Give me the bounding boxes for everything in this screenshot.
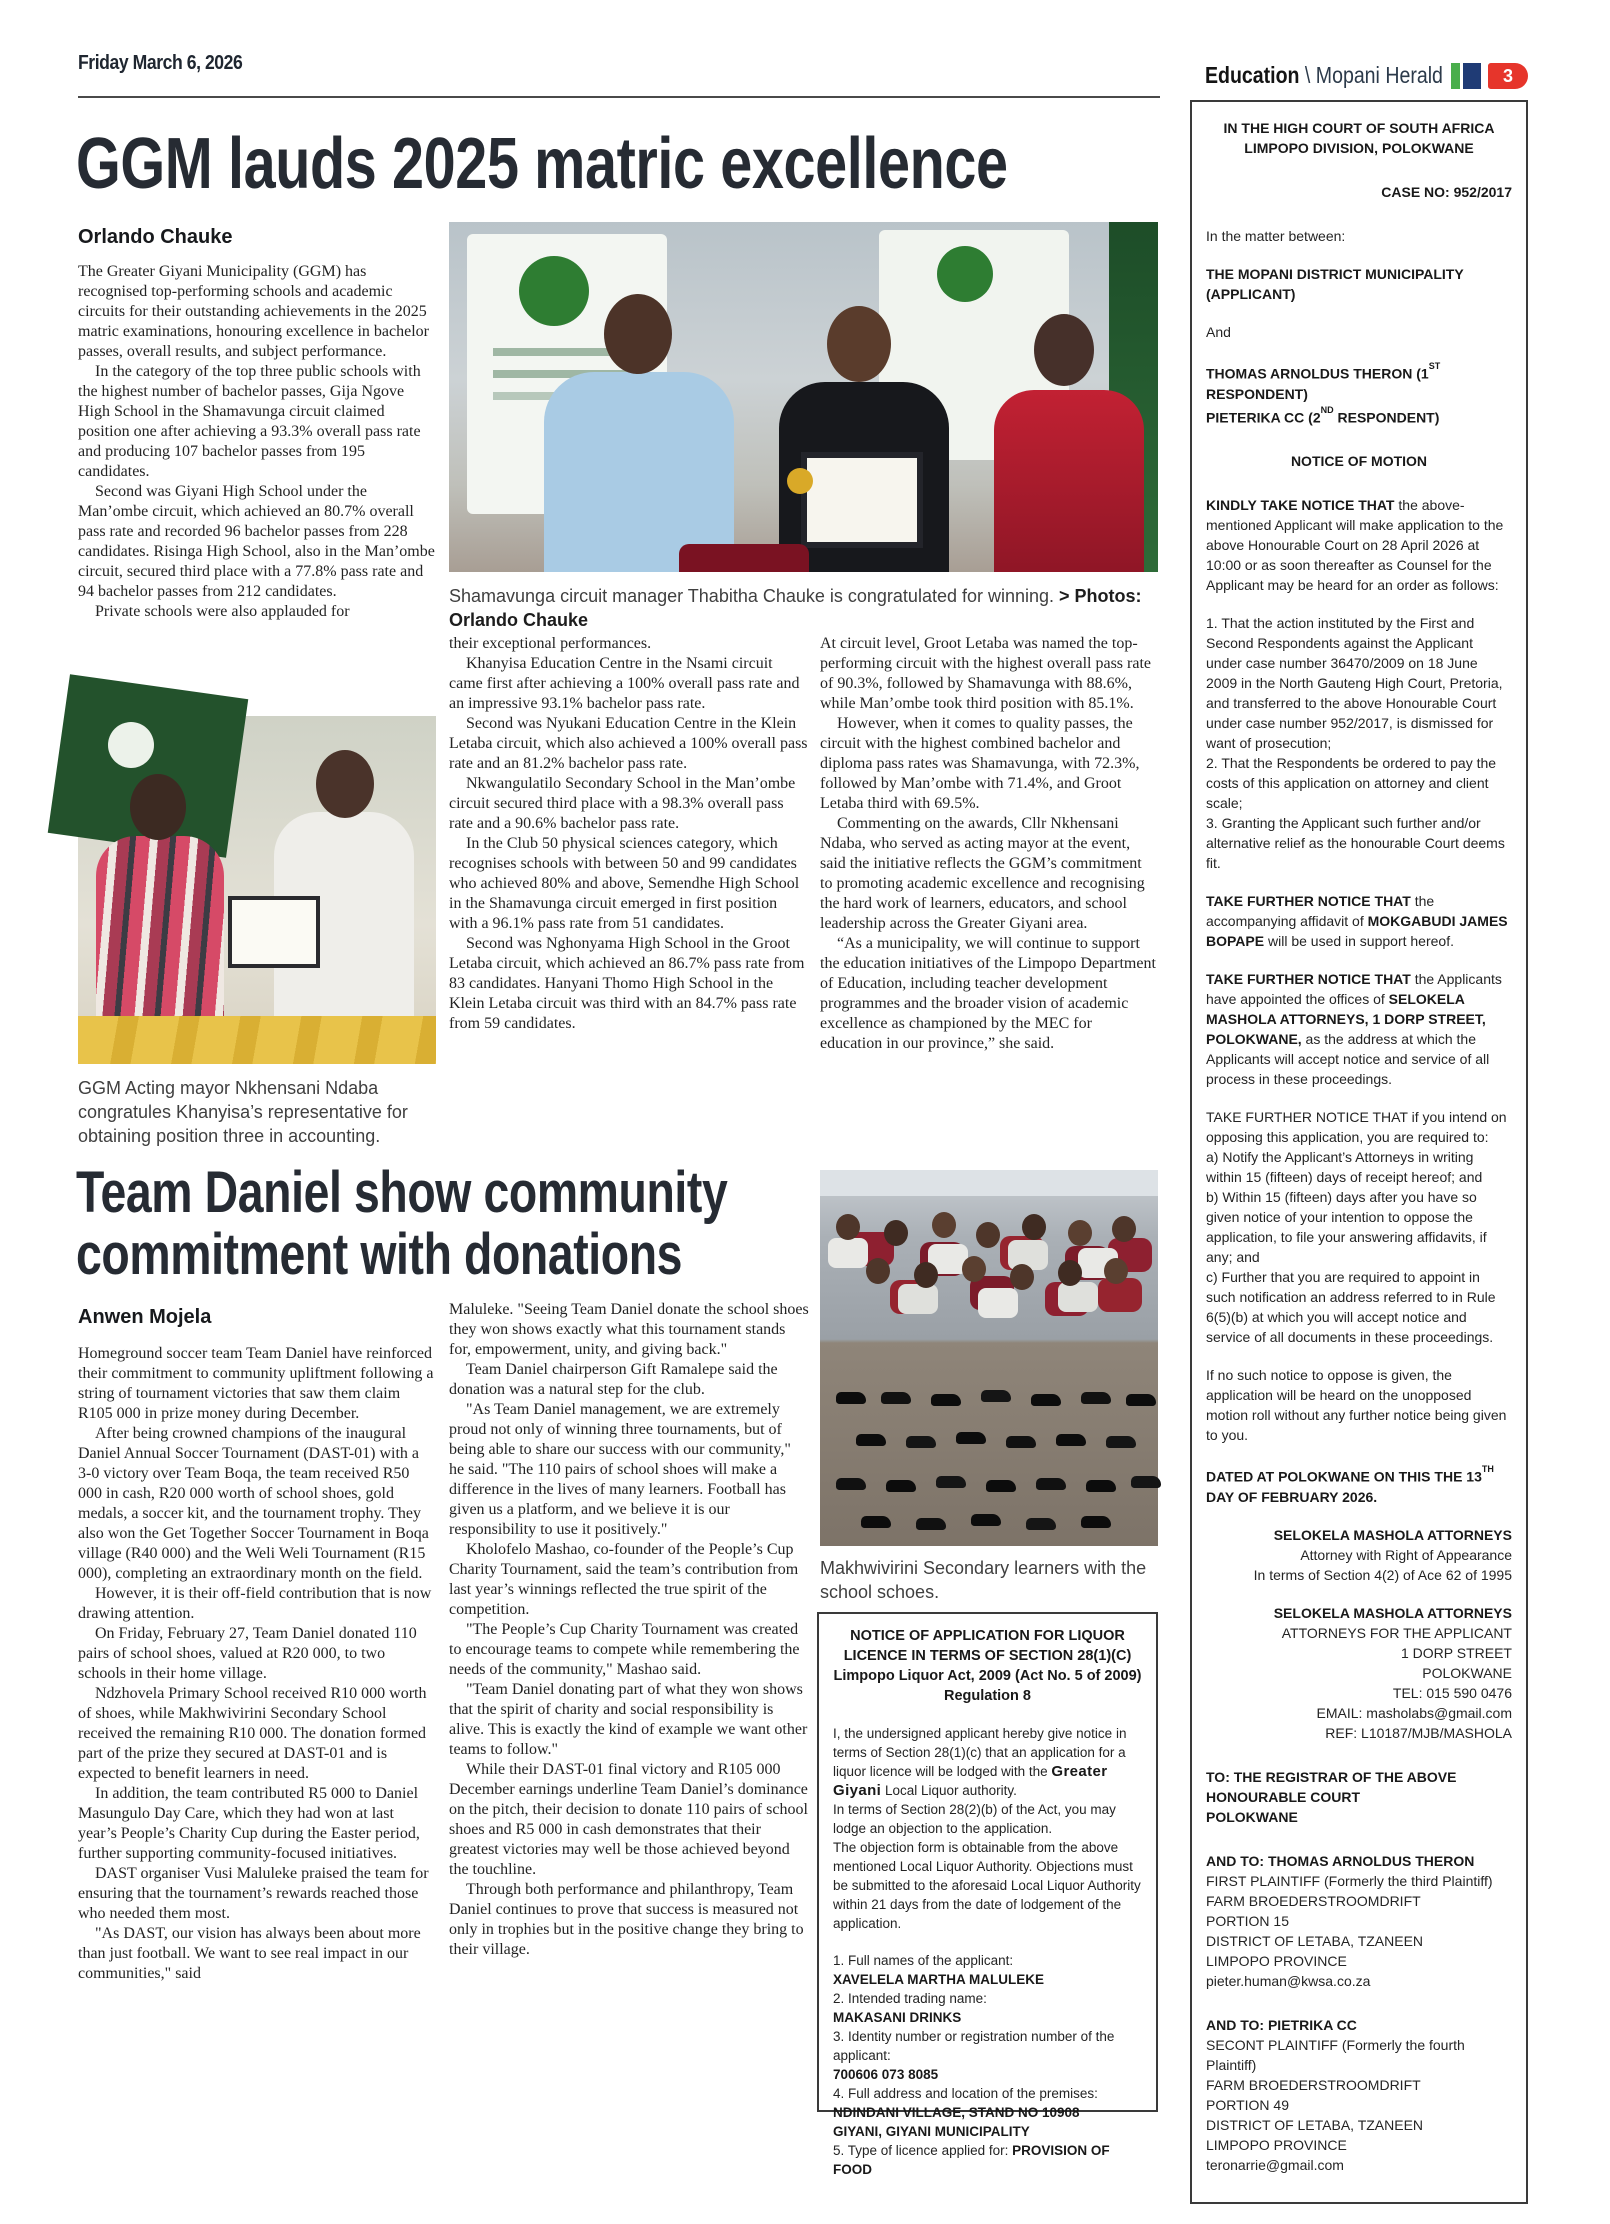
article2-byline: Anwen Mojela: [78, 1306, 212, 1328]
court-address-line: DISTRICT OF LETABA, TZANEEN: [1206, 1932, 1424, 1949]
photo3-white-shirts: [828, 1238, 868, 1268]
article-paragraph: Commenting on the awards, Cllr Nkhensani Ndaba, who served as acting mayor at the event, said the initiative reflects the GGM’s commitment to promoting academic excellence and recognising the hard work of learners, educators, and school leadership across the Greater Giyani area.: [820, 815, 1145, 932]
liquor-regulation: Regulation 8: [943, 1688, 1031, 1704]
liquor-item-licence-type: 5. Type of licence applied for: PROVISION OF FOOD: [833, 2143, 1110, 2177]
article-paragraph: However, when it comes to quality passes, the circuit with the highest combined bachelor and diploma pass rates was Shamavunga, with 72.3%, followed by Man’ombe with 71.4%, and Groot Letaba third with 69.5%.: [820, 715, 1140, 812]
court-firm-name: SELOKELA MASHOLA ATTORNEYS: [1273, 1604, 1512, 1621]
article1-photo-mayor: [78, 716, 436, 1064]
court-firm-name: SELOKELA MASHOLA ATTORNEYS: [1273, 1526, 1512, 1543]
photo2-award: [228, 896, 320, 968]
article-paragraph: Team Daniel chairperson Gift Ramalepe said the donation was a natural step for the club.: [449, 1361, 778, 1398]
page-date: Friday March 6, 2026: [78, 52, 243, 74]
article1-column-2: [449, 634, 809, 1034]
court-further-notice-1: TAKE FURTHER NOTICE THAT the accompanying affidavit of MOKGABUDI JAMES BOPAPE will be used in support hereof.: [1206, 893, 1508, 950]
article-paragraph: In the Club 50 physical sciences category, which recognises schools with between 50 and 99 candidates who achieved 80% and above, Semendhe High School in the Shamavunga circuit emerged in first position with a 96.1% pass rate from 51 candidates.: [449, 835, 800, 932]
photo3-roof-beam: [820, 1170, 1158, 1196]
liquor-item-label: 3. Identity number or registration number of the applicant:: [833, 2029, 1115, 2063]
court-line: And: [1206, 324, 1231, 340]
court-motion-title: NOTICE OF MOTION: [1290, 453, 1428, 470]
article-paragraph: Maluleke. "Seeing Team Daniel donate the school shoes they won shows exactly what this tournament stands for, empowerment, unity, and giving back.": [449, 1301, 809, 1358]
article1-photo1-caption: Shamavunga circuit manager Thabitha Chauke is congratulated for winning. > Photos: Orlando Chauke: [449, 586, 1142, 630]
court-line: In the matter between:: [1206, 228, 1346, 244]
court-order-item: 1. That the action instituted by the First and Second Respondents against the Applicant under case number 36470/2009 on 18 June 2009 in the North Gauteng High Court, Pretoria, and transferred to the above Honourable Court under case number 952/2017, is dismissed for want of prosecution;: [1206, 615, 1503, 752]
masthead-navy-block: [1463, 63, 1481, 89]
court-address-line: PORTION 15: [1206, 1912, 1289, 1929]
article-paragraph: At circuit level, Groot Letaba was named the top-performing circuit with the highest overall pass rate of 90.3%, followed by Shamavunga with 88.6%, while Man’ombe took third position with 85.1%.: [820, 635, 1152, 712]
liquor-authority-name: Greater Giyani: [833, 1763, 1108, 1799]
court-firm-line: POLOKWANE: [1422, 1664, 1512, 1681]
court-to-registrar: POLOKWANE: [1206, 1808, 1298, 1825]
article-paragraph: Private schools were also applauded for: [95, 603, 350, 620]
article1-column-3: [820, 634, 1158, 1054]
photo-woman-red-head: [1034, 314, 1094, 386]
liquor-item-label: 2. Intended trading name:: [833, 1991, 987, 2006]
article-paragraph: Homeground soccer team Team Daniel have reinforced their commitment to community upliftment following a string of tournament victories that saw them claim R105 000 in prize money during December.: [78, 1345, 434, 1422]
court-respondent-1: THOMAS ARNOLDUS THERON (1ST RESPONDENT): [1206, 361, 1441, 402]
article2-column-2: [449, 1300, 809, 1960]
article1-column-1: [78, 262, 436, 622]
photo-woman-center-head: [827, 306, 891, 382]
liquor-item-value: NDINDANI VILLAGE, STAND NO 10908: [833, 2105, 1080, 2120]
court-oppose-step-b: b) Within 15 (fifteen) days after you have so given notice of your intention to oppose the application, to file your answering affidavits, if any; and: [1206, 1189, 1487, 1266]
article1-photo-awards: [449, 222, 1158, 572]
article-paragraph: Second was Nyukani Education Centre in the Klein Letaba circuit, which also achieved a 100% overall pass rate and an 81.2% bachelor pass rate.: [449, 715, 808, 772]
photo-credit: > Photos: Orlando Chauke: [449, 586, 1142, 630]
court-case-number: CASE NO: 952/2017: [1381, 184, 1512, 200]
liquor-item-value: XAVELELA MARTHA MALULEKE: [833, 1972, 1044, 1987]
article-paragraph: "Team Daniel donating part of what they won shows that the spirit of charity and social responsibility is alive. This is exactly the kind of example we want other teams to follow.": [449, 1681, 808, 1758]
article-paragraph: "As Team Daniel management, we are extremely proud not only of winning three tournaments, but of being able to share our success with our community," he said. "The 110 pairs of school shoes will make a difference in the lives of many learners. Football has given us a platform, and we believe it is our responsibility to use it positively.": [449, 1401, 791, 1538]
article-paragraph: Ndzhovela Primary School received R10 000 worth of shoes, while Makhwivirini Secondary School received the remaining R10 000. The donation formed part of the prize they secured at DAST-01 and is expected to benefit learners in need.: [78, 1685, 427, 1782]
article2-headline: Team Daniel show community commitment with donations: [76, 1160, 728, 1287]
court-firm-line: In terms of Section 4(2) of Ace 62 of 1995: [1253, 1566, 1512, 1583]
court-address-line: FARM BROEDERSTROOMDRIFT: [1206, 1892, 1421, 1909]
photo-woman-red-dress: [994, 390, 1144, 572]
court-firm-line: ATTORNEYS FOR THE APPLICANT: [1281, 1624, 1512, 1641]
court-order-item: 3. Granting the Applicant such further and/or alternative relief as the honourable Court deems fit.: [1206, 815, 1505, 872]
court-further-notice-2: TAKE FURTHER NOTICE THAT the Applicants have appointed the offices of SELOKELA MASHOLA ATTORNEYS, 1 DORP STREET, POLOKWANE, as the address at which the Applicants will accept notice and service of all process in these proceedings.: [1206, 971, 1502, 1088]
photo-municipal-crest: [519, 256, 589, 326]
article-paragraph: On Friday, February 27, Team Daniel donated 110 pairs of school shoes, valued at R20 000, to two schools in their home village.: [78, 1625, 417, 1682]
article-paragraph: Nkwangulatilo Secondary School in the Man’ombe circuit secured third place with a 98.3% overall pass rate and a 90.6% bachelor pass rate.: [449, 775, 796, 832]
photo3-learner-heads: [836, 1214, 860, 1240]
photo2-woman-left-head: [130, 774, 186, 840]
article-paragraph: After being crowned champions of the inaugural Daniel Annual Soccer Tournament (DAST-01) with a 3-0 victory over Team Boqa, the team received R50 000 in cash, R20 000 worth of school shoes, gold medals, a soccer kit, and the tournament trophy. They also won the Get Together Soccer Tournament in Boqa village (R40 000) and the Weli Weli Tournament (R15 000), completing an extraordinary month on the field.: [78, 1425, 429, 1582]
article-paragraph: "As DAST, our vision has always been about more than just football. We want to see real impact in our communities," said: [78, 1925, 421, 1982]
liquor-item-value: MAKASANI DRINKS: [833, 2010, 962, 2025]
court-address-line: FARM BROEDERSTROOMDRIFT: [1206, 2076, 1421, 2093]
masthead-separator: \: [1299, 62, 1316, 88]
liquor-objection: In terms of Section 28(2)(b) of the Act, you may lodge an objection to the application.: [833, 1802, 1116, 1836]
court-kindly-notice: KINDLY TAKE NOTICE THAT the above-mentioned Applicant will make application to the above Honourable Court on 28 April 2026 at 10:00 or as soon thereafter as Counsel for the Applicant may be heard for an order as follows:: [1206, 497, 1504, 594]
court-address-line: LIMPOPO PROVINCE: [1206, 2136, 1347, 2153]
photo2-woman-right-head: [316, 750, 374, 818]
liquor-item-label: 4. Full address and location of the premises:: [833, 2086, 1098, 2101]
article-paragraph: While their DAST-01 final victory and R105 000 December earnings underline Team Daniel’s dominance on the pitch, their decision to donate 110 pairs of school shoes and R5 000 in cash demonstrates that their greatest victories may well be those achieved beyond the touchline.: [449, 1761, 808, 1878]
article-paragraph: "The People’s Cup Charity Tournament was created to encourage teams to compete while remembering the needs of the community," Mashao said.: [449, 1621, 800, 1678]
court-address-line: FIRST PLAINTIFF (Formerly the third Plaintiff): [1206, 1872, 1493, 1889]
photo3-shoe-rows: [836, 1392, 866, 1404]
liquor-act: Limpopo Liquor Act, 2009 (Act No. 5 of 2009): [833, 1668, 1142, 1684]
court-oppose-step-c: c) Further that you are required to appoint in such notification an address referred to in Rule 6(5)(b) at which you will accept notice and service of all documents in these proceedings.: [1206, 1269, 1496, 1346]
article2-column-1: [78, 1344, 436, 1984]
liquor-item-value: 700606 073 8085: [833, 2067, 939, 2082]
masthead-title: Mopani Herald: [1315, 62, 1443, 88]
article2-photo-learners: [820, 1170, 1158, 1546]
photo-man-blue-shirt: [544, 372, 734, 572]
article-paragraph: However, it is their off-field contribution that is now drawing attention.: [78, 1585, 432, 1622]
court-heading-division: LIMPOPO DIVISION, POLOKWANE: [1244, 140, 1474, 156]
photo2-yellow-table: [78, 1016, 436, 1064]
court-to-registrar: HONOURABLE COURT: [1206, 1788, 1360, 1805]
court-firm-email: EMAIL: masholabs@gmail.com: [1316, 1704, 1512, 1721]
page-number-badge: 3: [1488, 63, 1528, 89]
court-heading: IN THE HIGH COURT OF SOUTH AFRICA: [1223, 120, 1495, 136]
liquor-notice-box: [817, 1612, 1158, 2177]
liquor-title: NOTICE OF APPLICATION FOR LIQUOR LICENCE IN TERMS OF SECTION 28(1)(C): [843, 1628, 1132, 1664]
court-firm-line: Attorney with Right of Appearance: [1300, 1546, 1512, 1563]
court-firm-phone: TEL: 015 590 0476: [1392, 1684, 1512, 1701]
court-applicant: THE MOPANI DISTRICT MUNICIPALITY (APPLICANT): [1206, 266, 1464, 302]
court-firm-ref: REF: L10187/MJB/MASHOLA: [1325, 1724, 1512, 1741]
court-oppose-step-a: a) Notify the Applicant’s Attorneys in writing within 15 (fifteen) days of receipt hereof; and: [1206, 1149, 1483, 1186]
court-further-notice-3: TAKE FURTHER NOTICE THAT if you intend on opposing this application, you are required to:: [1206, 1109, 1507, 1146]
liquor-objection-form: The objection form is obtainable from the above mentioned Local Liquor Authority. Objections must be submitted to the aforesaid Local Liquor Authority within 21 days from the date of lodgement of the application.: [833, 1840, 1141, 1931]
court-firm-line: 1 DORP STREET: [1401, 1644, 1512, 1661]
court-notice-box: [1190, 100, 1528, 2204]
court-email: pieter.human@kwsa.co.za: [1206, 1972, 1371, 1989]
court-address-line: SECONT PLAINTIFF (Formerly the fourth Plaintiff): [1206, 2036, 1465, 2073]
masthead-text: [1205, 62, 1443, 89]
court-to-registrar: TO: THE REGISTRAR OF THE ABOVE: [1206, 1768, 1457, 1785]
court-and-to-1: AND TO: THOMAS ARNOLDUS THERON: [1206, 1852, 1475, 1869]
photo-man-head: [604, 294, 672, 374]
court-no-notice: If no such notice to oppose is given, the application will be heard on the unopposed motion roll without any further notice being given to you.: [1206, 1367, 1507, 1444]
court-and-to-2: AND TO: PIETRIKA CC: [1206, 2016, 1357, 2033]
article-paragraph: Through both performance and philanthropy, Team Daniel continues to prove that success is measured not only in trophies but in the positive change they bring to their village.: [449, 1881, 804, 1958]
court-order-item: 2. That the Respondents be ordered to pay the costs of this application on attorney and client scale;: [1206, 755, 1497, 812]
court-address-line: LIMPOPO PROVINCE: [1206, 1952, 1347, 1969]
photo2-banner-logo: [108, 722, 154, 768]
article-paragraph: Second was Giyani High School under the Man’ombe circuit, which achieved an 80.7% overall pass rate and recorded 96 bachelor passes from 228 candidates. Risinga High School, also in the Man’ombe circuit, secured third place with a 77.8% pass rate and 94 bachelor passes from 212 candidates.: [78, 483, 435, 600]
article-paragraph: Khanyisa Education Centre in the Nsami circuit came first after achieving a 100% overall pass rate and an impressive 93.1% bachelor pass rate.: [449, 655, 800, 712]
article-paragraph: their exceptional performances.: [449, 635, 652, 652]
article-paragraph: In the category of the top three public schools with the highest number of bachelor passes, Gija Ngove High School in the Shamavunga circuit claimed position one after achieving a 93.3% overall pass rate and producing 107 bachelor passes from 195 candidates.: [78, 363, 421, 480]
court-address-line: PORTION 49: [1206, 2096, 1289, 2113]
article2-photo-caption: Makhwivirini Secondary learners with the school schoes.: [820, 1558, 1147, 1602]
liquor-intro: I, the undersigned applicant hereby give notice in terms of Section 28(1)(c) that an application for a liquor licence will be lodged with the Greater Giyani Local Liquor authority.: [833, 1726, 1127, 1799]
photo-flowers: [679, 544, 809, 572]
liquor-item-value: GIYANI, GIYANI MUNICIPALITY: [833, 2124, 1030, 2139]
court-email: teronarrie@gmail.com: [1206, 2156, 1344, 2173]
article-paragraph: DAST organiser Vusi Maluleke praised the team for ensuring that the tournament’s rewards reached those who needed them most.: [78, 1865, 429, 1922]
photo-gold-star: [787, 468, 813, 494]
court-address-line: DISTRICT OF LETABA, TZANEEN: [1206, 2116, 1424, 2133]
section-masthead: [900, 62, 1528, 89]
article-paragraph: In addition, the team contributed R5 000 to Daniel Masungulo Day Care, which they had won at last year’s People’s Charity Cup during the Easter period, further supporting community-focused initiatives.: [78, 1785, 420, 1862]
article1-byline: Orlando Chauke: [78, 226, 233, 248]
liquor-item-label: 1. Full names of the applicant:: [833, 1953, 1014, 1968]
article-paragraph: The Greater Giyani Municipality (GGM) has recognised top-performing schools and academic circuits for their outstanding achievements in the 2025 matric examinations, honouring excellence in bachelor passes, overall results, and subject performance.: [78, 263, 429, 360]
photo-municipal-crest-2: [937, 246, 993, 302]
photo-certificate: [801, 452, 923, 548]
court-dated: DATED AT POLOKWANE ON THIS THE 13TH DAY OF FEBRUARY 2026.: [1206, 1464, 1494, 1505]
article-paragraph: Kholofelo Mashao, co-founder of the People’s Cup Charity Tournament, said the team’s contribution from last year’s winnings reflected the true spirit of the competition.: [449, 1541, 799, 1618]
article-paragraph: “As a municipality, we will continue to support the education initiatives of the Limpopo Department of Education, including teacher development programmes and the broader vision of academic excellence as championed by the MEC for education in our province,” she said.: [820, 935, 1156, 1052]
article-paragraph: Second was Nghonyama High School in the Groot Letaba circuit, which achieved an 86.7% pass rate from 83 candidates. Hanyani Thomo High School in the Klein Letaba circuit was third with an 84.7% pass rate from 59 candidates.: [449, 935, 805, 1032]
header-rule: [78, 96, 1160, 98]
court-respondent-2: PIETERIKA CC (2ND RESPONDENT): [1206, 404, 1440, 426]
masthead-green-block: [1451, 63, 1460, 89]
article1-photo2-caption: GGM Acting mayor Nkhensani Ndaba congratules Khanyisa’s representative for obtaining position three in accounting.: [78, 1078, 408, 1146]
section-label: Education: [1205, 62, 1300, 88]
article1-headline: GGM lauds 2025 matric excellence: [76, 124, 1008, 204]
